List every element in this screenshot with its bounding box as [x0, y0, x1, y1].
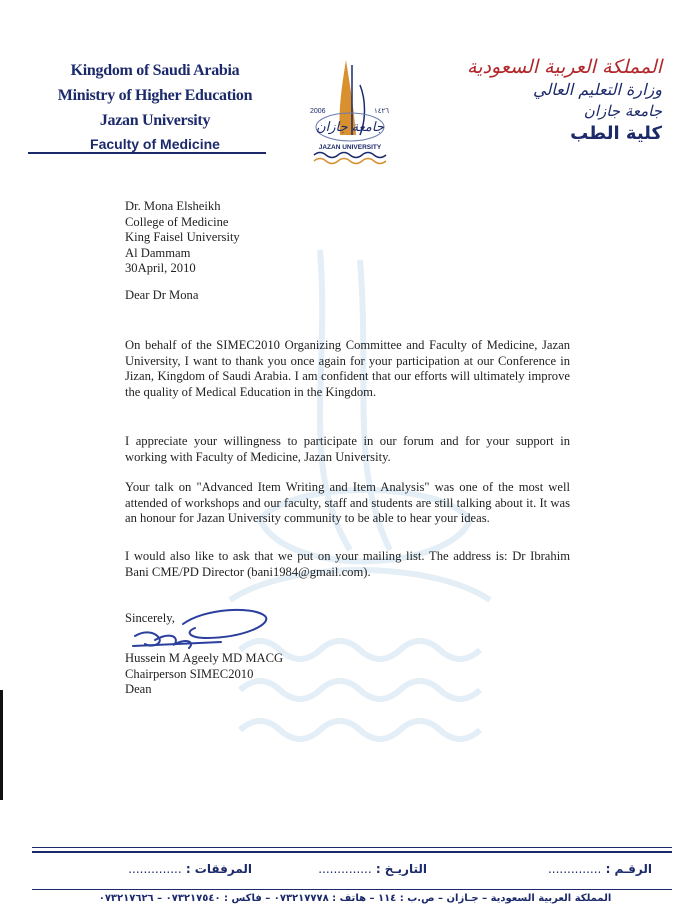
letter-paragraph-4: I would also like to ask that we put on your mailing list. The address is: Dr Ibrahim Bani CME/PD Director (bani1984@gmail.com). [125, 549, 570, 579]
footer-number-field: الرقـم : .............. [547, 862, 652, 876]
signatory-block [125, 651, 283, 698]
letterhead-arabic-university: جامعة جازان [583, 102, 662, 120]
letterhead-divider [28, 152, 266, 154]
letterhead-faculty: Faculty of Medicine [90, 136, 220, 152]
letter-paragraph-3: Your talk on "Advanced Item Writing and Item Analysis" was one of the most well attended of workshops and our faculty, staff and students are still talking about it. It was an honour for Jazan University community to be able to hear your ideas. [125, 480, 570, 525]
footer-date-field: التاريـخ : .............. [318, 862, 427, 876]
logo-arabic-name: جامعة جازان [316, 120, 384, 135]
salutation: Dear Dr Mona [125, 288, 199, 302]
letterhead-english [40, 58, 270, 155]
letterhead-arabic-kingdom: المملكة العربية السعودية [467, 56, 662, 78]
letterhead-arabic [462, 55, 662, 147]
signatory-name: Hussein M Ageely MD MACG [125, 651, 284, 665]
handwritten-signature [125, 602, 275, 657]
footer-attachments-label: المرفقات : [185, 862, 252, 876]
footer-rule-top-thick [32, 851, 672, 853]
footer-address: المملكة العربية السعودية – جـازان – ص.ب : ١١٤ – هاتف : ٠٧٣٢١٧٧٧٨ – فاكس : ٠٧٣٢١٧٥٤٠ – ٠٧٣٢١٧٦٢٦ [98, 893, 612, 904]
recipient-name: Dr. Mona Elsheikh [125, 199, 221, 213]
logo-year-left: 2006 [310, 108, 326, 115]
closing: Sincerely, [125, 611, 175, 625]
recipient-college: College of Medicine [125, 214, 229, 229]
recipient-university: King Faisel University [125, 230, 240, 244]
letter-paragraph-2: I appreciate your willingness to participate in our forum and for your support in working with Faculty of Medicine, Jazan University. [125, 434, 570, 464]
letterhead-university: Jazan University [99, 112, 211, 129]
footer-number-label: الرقـم : [605, 862, 652, 876]
footer-attachments-field: المرفقات : .............. [128, 862, 252, 876]
footer-date-label: التاريـخ : [375, 862, 427, 876]
letterhead-arabic-ministry: وزارة التعليم العالي [533, 80, 662, 99]
footer-fields [32, 862, 672, 884]
letterhead-kingdom: Kingdom of Saudi Arabia [70, 62, 240, 79]
scan-edge-mark [0, 690, 3, 800]
footer-rule-bottom [32, 889, 672, 890]
recipient-city: Al Dammam [125, 245, 191, 260]
logo-caption: JAZAN UNIVERSITY [318, 144, 382, 151]
letter-paragraph-1: On behalf of the SIMEC2010 Organizing Committee and Faculty of Medicine, Jazan University, I want to thank you once again for your participation at our Conference in Jizan, Kingdom of Saudi Arabia. I am confident that our efforts will ultimately improve the quality of Medical Education in the Kingdom. [125, 338, 570, 399]
jazan-university-logo [300, 55, 400, 170]
letterhead-arabic-faculty: كلية الطب [570, 123, 662, 144]
recipient-address [125, 199, 240, 277]
footer-rule-top [32, 847, 672, 848]
signatory-title-1: Chairperson SIMEC2010 [125, 666, 254, 681]
logo-year-right: ١٤٢٦ [374, 107, 390, 115]
letterhead-ministry: Ministry of Higher Education [57, 87, 253, 104]
signatory-title-2: Dean [125, 682, 152, 696]
letter-date: 30April, 2010 [125, 261, 196, 275]
